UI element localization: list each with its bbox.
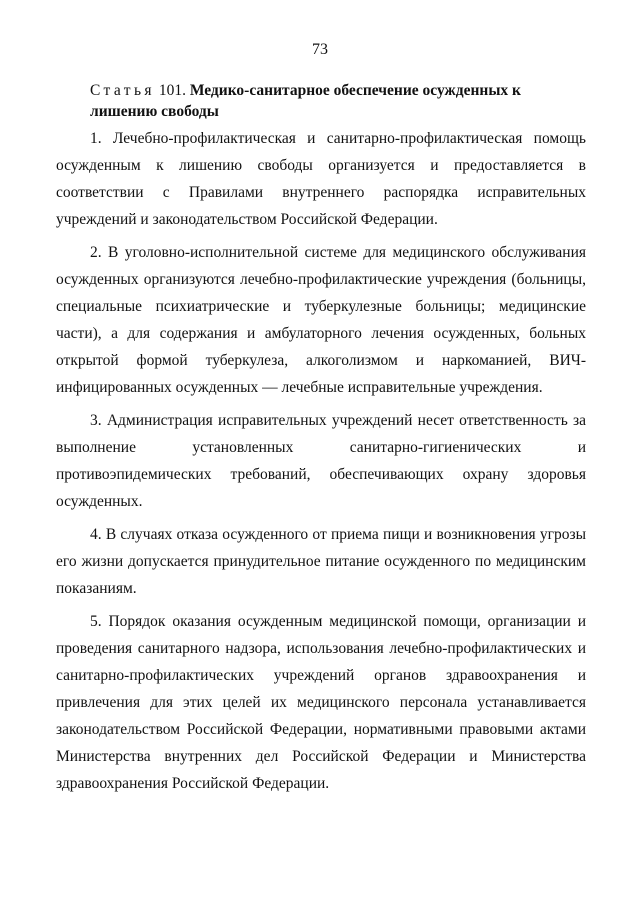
- page-number: 73: [312, 41, 328, 58]
- paragraph-4: 4. В случаях отказа осужденного от приема пищи и возникновения угрозы его жизни допускается принудительное питание осужденного по медицинским показаниям.: [56, 526, 586, 597]
- paragraph-5: 5. Порядок оказания осужденным медицинской помощи, организации и проведения санитарного надзора, использования лечебно-профилактических и санитарно-профилактических учреждений органов здравоохранения и привлечения для этих целей их медицинского персонала устанавливается законодательством Российской Федерации, нормативными правовыми актами Министерства внутренних дел Российской Федерации и Министерства здравоохранения Российской Федерации.: [56, 613, 586, 792]
- article-heading: [90, 80, 585, 122]
- article-body: [56, 125, 586, 803]
- paragraph-2: 2. В уголовно-исполнительной системе для медицинского обслуживания осужденных организуются лечебно-профилактические учреждения (больницы, специальные психиатрические и туберкулезные больницы; медицинские части), а для содержания и амбулаторного лечения осужденных, больных открытой формой туберкулеза, алкоголизмом и наркоманией, ВИЧ-инфицированных осужденных — лечебные исправительные учреждения.: [56, 244, 586, 396]
- article-prefix: Статья: [90, 82, 155, 99]
- article-number: 101.: [158, 82, 186, 99]
- article-title: Медико-санитарное обеспечение осужденных к лишению свободы: [90, 82, 521, 120]
- paragraph-3: 3. Администрация исправительных учреждений несет ответственность за выполнение установленных санитарно-гигиенических и противоэпидемических требований, обеспечивающих охрану здоровья осужденных.: [56, 412, 586, 510]
- paragraph-1: 1. Лечебно-профилактическая и санитарно-профилактическая помощь осужденным к лишению свободы организуется и предоставляется в соответствии с Правилами внутреннего распорядка исправительных учреждений и законодательством Российской Федерации.: [56, 130, 586, 228]
